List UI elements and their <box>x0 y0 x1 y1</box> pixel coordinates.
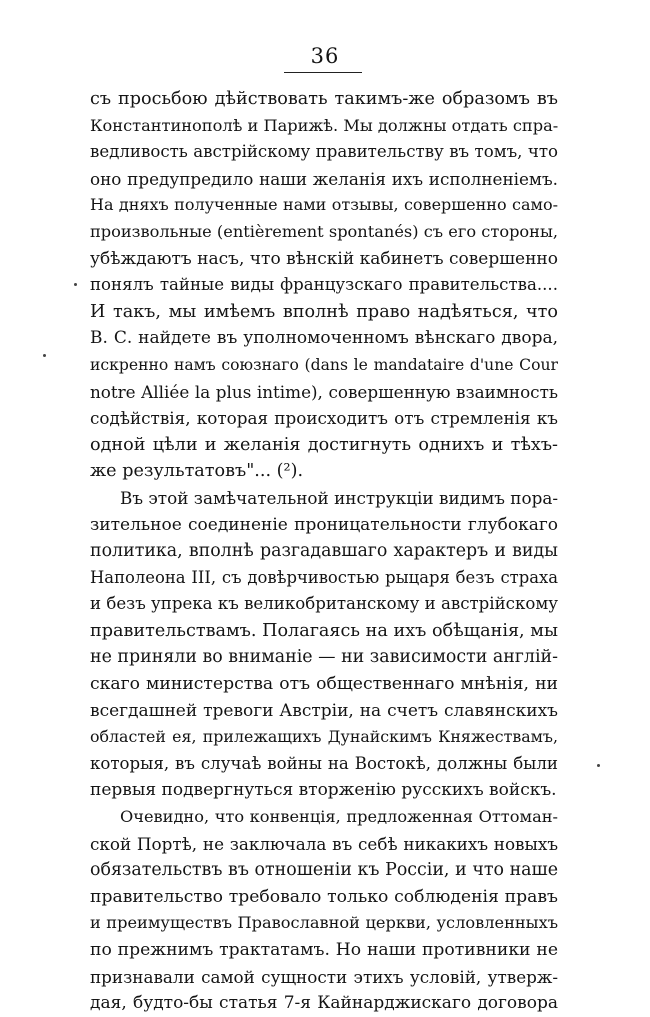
text-line: Въ этой замѣчательной инструкціи видимъ пора- <box>120 487 558 508</box>
text-line: и преимуществъ Православной церкви, условленныхъ <box>90 913 558 933</box>
text-line: не приняли во вниманіе — ни зависимости англій- <box>90 647 558 668</box>
text-line: областей ея, прилежащихъ Дунайскимъ Княжествамъ, <box>90 727 558 747</box>
text-line: которыя, въ случаѣ войны на Востокѣ, должны были <box>90 753 558 773</box>
text-line: В. С. найдете въ уполномоченномъ вѣнскаго двора, <box>90 328 558 349</box>
text-line: правительство требовало только соблюденія правъ <box>90 886 558 907</box>
text-line: искренно намъ союзнаго (dans le mandataire d'une Cour <box>90 355 558 374</box>
text-line: одной цѣли и желанія достигнуть однихъ и тѣхъ- <box>90 434 558 455</box>
text-line: Константинополѣ и Парижѣ. Мы должны отдать спра- <box>90 115 559 135</box>
text-line: скаго министерства отъ общественнаго мнѣнія, ни <box>90 674 558 695</box>
text-line: дая, будто-бы статья 7-я Кайнарджискаго договора <box>90 993 558 1014</box>
text-line: обязательствъ въ отношеніи къ Россіи, и что наше <box>90 860 558 881</box>
text-line: оно предупредило наши желанія ихъ исполненіемъ. <box>90 168 558 189</box>
text-line: правительствамъ. Полагаясь на ихъ обѣщанія, мы <box>90 620 558 641</box>
body-text <box>90 86 558 1017</box>
header-rule <box>284 72 362 73</box>
text-line: На дняхъ полученные нами отзывы, совершенно само- <box>90 195 558 215</box>
text-line: съ просьбою дѣйствовать такимъ-же образомъ въ <box>90 89 558 109</box>
text-line: и безъ упрека къ великобританскому и австрійскому <box>90 594 558 614</box>
text-line: произвольные (entièrement spontanés) съ его стороны, <box>90 221 558 241</box>
text-line: понялъ тайные виды французскаго правительства.... <box>90 275 558 295</box>
page-number: 36 <box>310 44 340 68</box>
text-line: Наполеона III, съ довѣрчивостью рыцаря безъ страха <box>90 567 558 587</box>
text-line: И такъ, мы имѣемъ вполнѣ право надѣяться, что <box>90 301 558 322</box>
margin-mark <box>74 283 77 286</box>
text-line: первыя подвергнуться вторженію русскихъ войскъ. <box>90 780 557 801</box>
text-line: ской Портѣ, не заключала въ себѣ никакихъ новыхъ <box>90 833 558 854</box>
text-line: по прежнимъ трактатамъ. Но наши противники не <box>90 940 558 960</box>
text-line: Очевидно, что конвенція, предложенная Оттоман- <box>120 807 558 827</box>
text-line: содѣйствія, которая происходитъ отъ стремленія къ <box>90 408 558 429</box>
text-line: всегдашней тревоги Австріи, на счетъ славянскихъ <box>90 700 558 721</box>
text-line: же результатовъ"... (²). <box>90 461 304 482</box>
text-line: признавали самой сущности этихъ условій, утверж- <box>90 966 558 987</box>
text-line: зительное соединеніе проницательности глубокаго <box>90 514 558 535</box>
text-line: ведливость австрійскому правительству въ томъ, что <box>90 142 558 162</box>
text-line: notre Alliée la plus intime), совершенную взаимность <box>90 381 558 402</box>
text-line: политика, вполнѣ разгадавшаго характеръ и виды <box>90 541 558 562</box>
margin-mark <box>597 764 600 767</box>
margin-mark <box>43 354 46 357</box>
text-line: убѣждаютъ насъ, что вѣнскій кабинетъ совершенно <box>90 248 558 269</box>
